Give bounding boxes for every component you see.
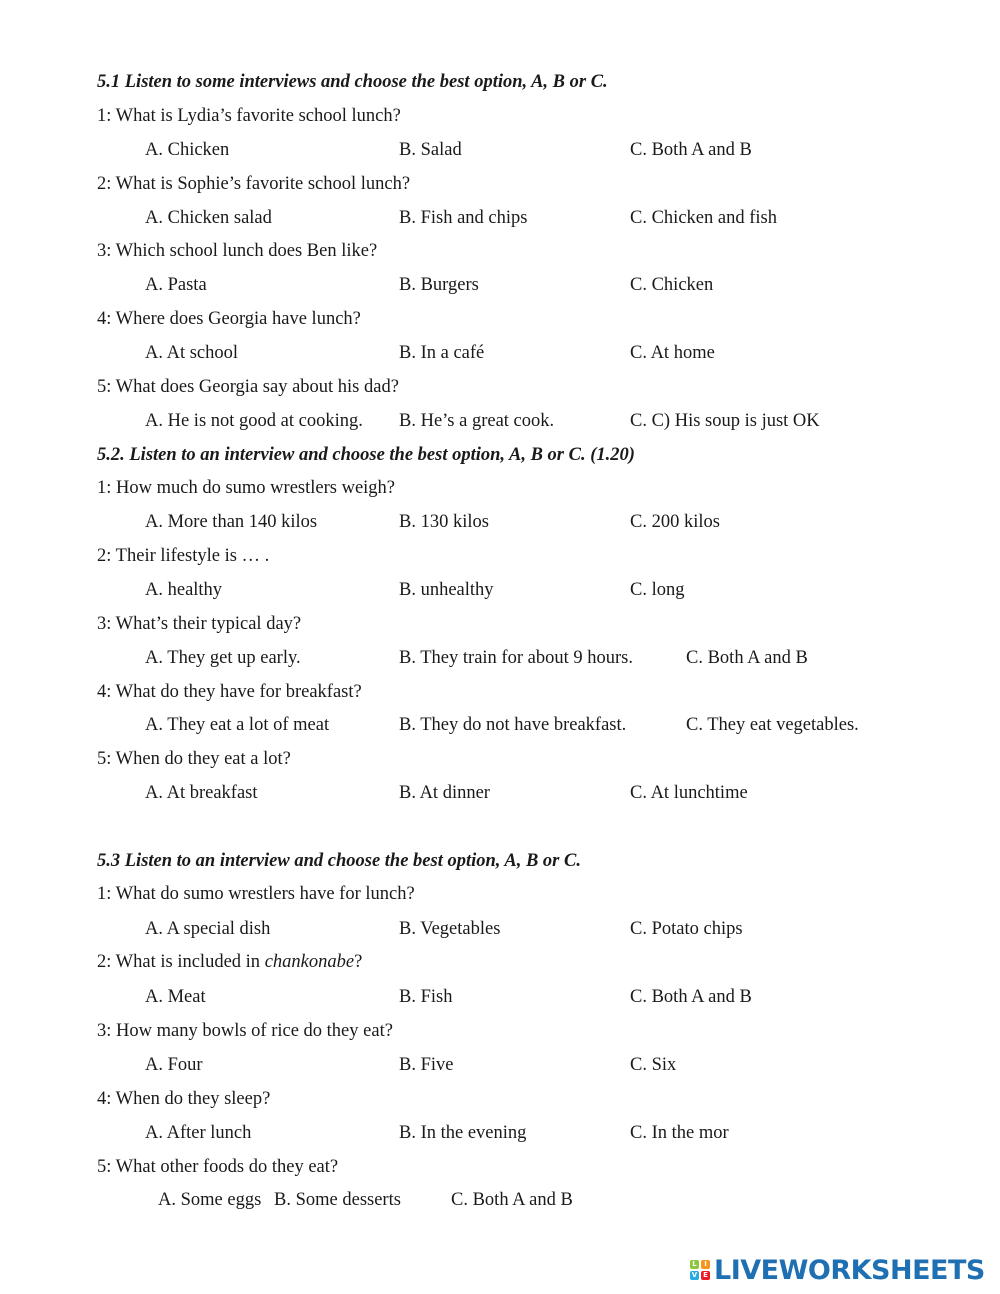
option-a[interactable]: A. Some eggs (158, 1190, 262, 1210)
option-b[interactable]: B. In the evening (399, 1123, 527, 1143)
option-b[interactable]: B. unhealthy (399, 580, 494, 600)
question: 4: Where does Georgia have lunch? (97, 309, 361, 329)
question: 5: When do they eat a lot? (97, 749, 291, 769)
question (97, 951, 362, 973)
option-c[interactable]: C. They eat vegetables. (686, 715, 859, 735)
option-a[interactable]: A. Chicken salad (145, 208, 272, 228)
logo-mark-l: L (690, 1260, 699, 1269)
question: 5: What does Georgia say about his dad? (97, 377, 399, 397)
option-a[interactable]: A. At breakfast (145, 783, 258, 803)
option-a[interactable]: A. They get up early. (145, 648, 301, 668)
option-a[interactable]: A. More than 140 kilos (145, 512, 318, 532)
question: 4: When do they sleep? (97, 1089, 271, 1109)
liveworksheets-logo (690, 1254, 990, 1286)
question: 1: How much do sumo wrestlers weigh? (97, 478, 396, 498)
question-suffix: ? (354, 952, 363, 972)
option-c[interactable]: C. long (630, 580, 685, 600)
option-c[interactable]: C. At home (630, 343, 715, 363)
option-c[interactable]: C. Both A and B (630, 987, 752, 1007)
option-a[interactable]: A. At school (145, 343, 239, 363)
option-a[interactable]: A. healthy (145, 580, 223, 600)
question: 4: What do they have for breakfast? (97, 682, 362, 702)
question: 2: Their lifestyle is … . (97, 546, 270, 566)
question: 3: What’s their typical day? (97, 614, 302, 634)
option-c[interactable]: C. Both A and B (686, 648, 808, 668)
option-a[interactable]: A. They eat a lot of meat (145, 715, 330, 735)
option-b[interactable]: B. Five (399, 1055, 454, 1075)
logo-mark-i: I (701, 1260, 710, 1269)
logo-mark-v: V (691, 1271, 698, 1279)
option-a[interactable]: A. A special dish (145, 919, 271, 939)
option-c[interactable]: C. Chicken and fish (630, 208, 777, 228)
question: 1: What do sumo wrestlers have for lunch? (97, 884, 415, 904)
option-a[interactable]: A. After lunch (145, 1123, 252, 1143)
option-b[interactable]: B. In a café (399, 343, 485, 363)
question: 3: Which school lunch does Ben like? (97, 241, 378, 261)
question: 2: What is Sophie’s favorite school lunch? (97, 174, 411, 194)
option-b[interactable]: B. Vegetables (399, 919, 501, 939)
question: 5: What other foods do they eat? (97, 1157, 339, 1177)
option-a[interactable]: A. Four (145, 1055, 203, 1075)
option-c[interactable]: C. Potato chips (630, 919, 743, 939)
option-c[interactable]: C. Both A and B (630, 140, 752, 160)
question-text: 2: What is included in (97, 952, 265, 972)
logo-mark-icon (690, 1260, 710, 1280)
option-a[interactable]: A. Chicken (145, 140, 230, 160)
option-a[interactable]: A. He is not good at cooking. (145, 411, 363, 431)
section-heading: 5.3 Listen to an interview and choose the best option, A, B or C. (97, 851, 581, 871)
logo-text: LIVEWORKSHEETS (714, 1254, 985, 1286)
question: 3: How many bowls of rice do they eat? (97, 1021, 393, 1041)
option-b[interactable]: B. They train for about 9 hours. (399, 648, 633, 668)
logo-mark-e: E (701, 1271, 710, 1280)
option-a[interactable]: A. Pasta (145, 275, 207, 295)
option-b[interactable]: B. 130 kilos (399, 512, 489, 532)
option-c[interactable]: C. At lunchtime (630, 783, 748, 803)
section-heading: 5.1 Listen to some interviews and choose the best option, A, B or C. (97, 72, 608, 92)
section-heading: 5.2. Listen to an interview and choose the best option, A, B or C. (1.20) (97, 445, 635, 465)
option-b[interactable]: B. Fish and chips (399, 208, 528, 228)
option-c[interactable]: C. C) His soup is just OK (630, 411, 820, 431)
option-b[interactable]: B. He’s a great cook. (399, 411, 555, 431)
option-b[interactable]: B. Burgers (399, 275, 479, 295)
option-c[interactable]: C. 200 kilos (630, 512, 720, 532)
option-b[interactable]: B. Salad (399, 140, 462, 160)
option-b[interactable]: B. Some desserts (274, 1190, 401, 1210)
option-b[interactable]: B. At dinner (399, 783, 490, 803)
option-a[interactable]: A. Meat (145, 987, 206, 1007)
question: 1: What is Lydia’s favorite school lunch? (97, 106, 401, 126)
question-term: chankonabe (264, 952, 355, 972)
option-c[interactable]: C. Both A and B (451, 1190, 573, 1210)
option-b[interactable]: B. They do not have breakfast. (399, 715, 627, 735)
option-c[interactable]: C. In the mor (630, 1123, 729, 1143)
option-c[interactable]: C. Chicken (630, 275, 714, 295)
option-c[interactable]: C. Six (630, 1055, 677, 1075)
option-b[interactable]: B. Fish (399, 987, 453, 1007)
